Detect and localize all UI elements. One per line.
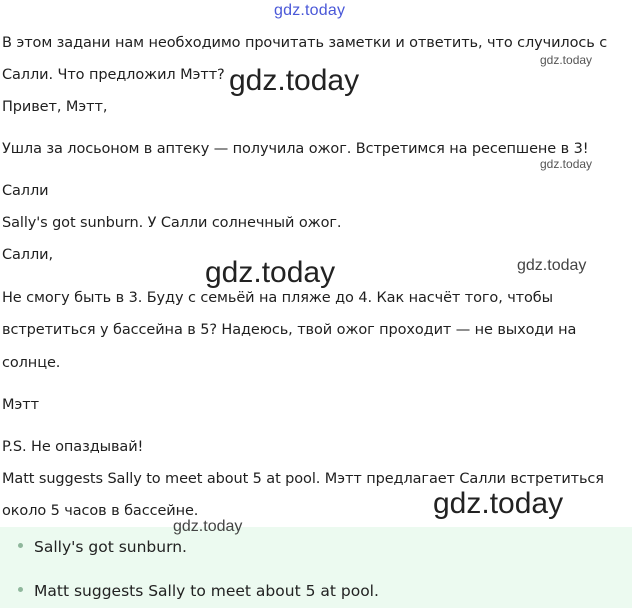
text-line: Sally's got sunburn. У Салли солнечный ожог. [2,215,342,231]
watermark: gdz.today [229,64,360,97]
watermark: gdz.today [205,256,336,289]
answer-item [18,582,379,600]
bullet-icon [18,543,23,548]
text-line: Ушла за лосьоном в аптеку — получила ожог. Встретимся на ресепшене в 3! [2,141,589,157]
answer-item [18,538,187,556]
text-line: Салли [2,183,49,199]
text-line: встретиться у бассейна в 5? Надеюсь, твой ожог проходит — не выходи на [2,322,577,338]
watermark: gdz.today [540,53,593,67]
answer-text: Matt suggests Sally to meet about 5 at pool. [34,582,379,600]
watermark-top: gdz.today [274,2,346,19]
watermark: gdz.today [540,157,593,171]
text-line: Салли, [2,247,53,263]
text-line: В этом задани нам необходимо прочитать заметки и ответить, что случилось с [2,35,608,51]
watermark: gdz.today [173,518,243,535]
text-line: Не смогу быть в 3. Буду с семьёй на пляже до 4. Как насчёт того, чтобы [2,290,553,306]
text-line: Привет, Мэтт, [2,99,108,115]
answer-box [0,527,632,608]
text-line: P.S. Не опаздывай! [2,439,144,455]
answer-text: Sally's got sunburn. [34,538,187,556]
text-line: около 5 часов в бассейне. [2,503,199,519]
text-line: Matt suggests Sally to meet about 5 at pool. Мэтт предлагает Салли встретиться [2,471,604,487]
text-line: солнце. [2,355,61,371]
text-line: Мэтт [2,397,39,413]
text-line: Салли. Что предложил Мэтт? [2,67,225,83]
watermark: gdz.today [433,487,564,520]
watermark: gdz.today [517,257,587,274]
bullet-icon [18,587,23,592]
